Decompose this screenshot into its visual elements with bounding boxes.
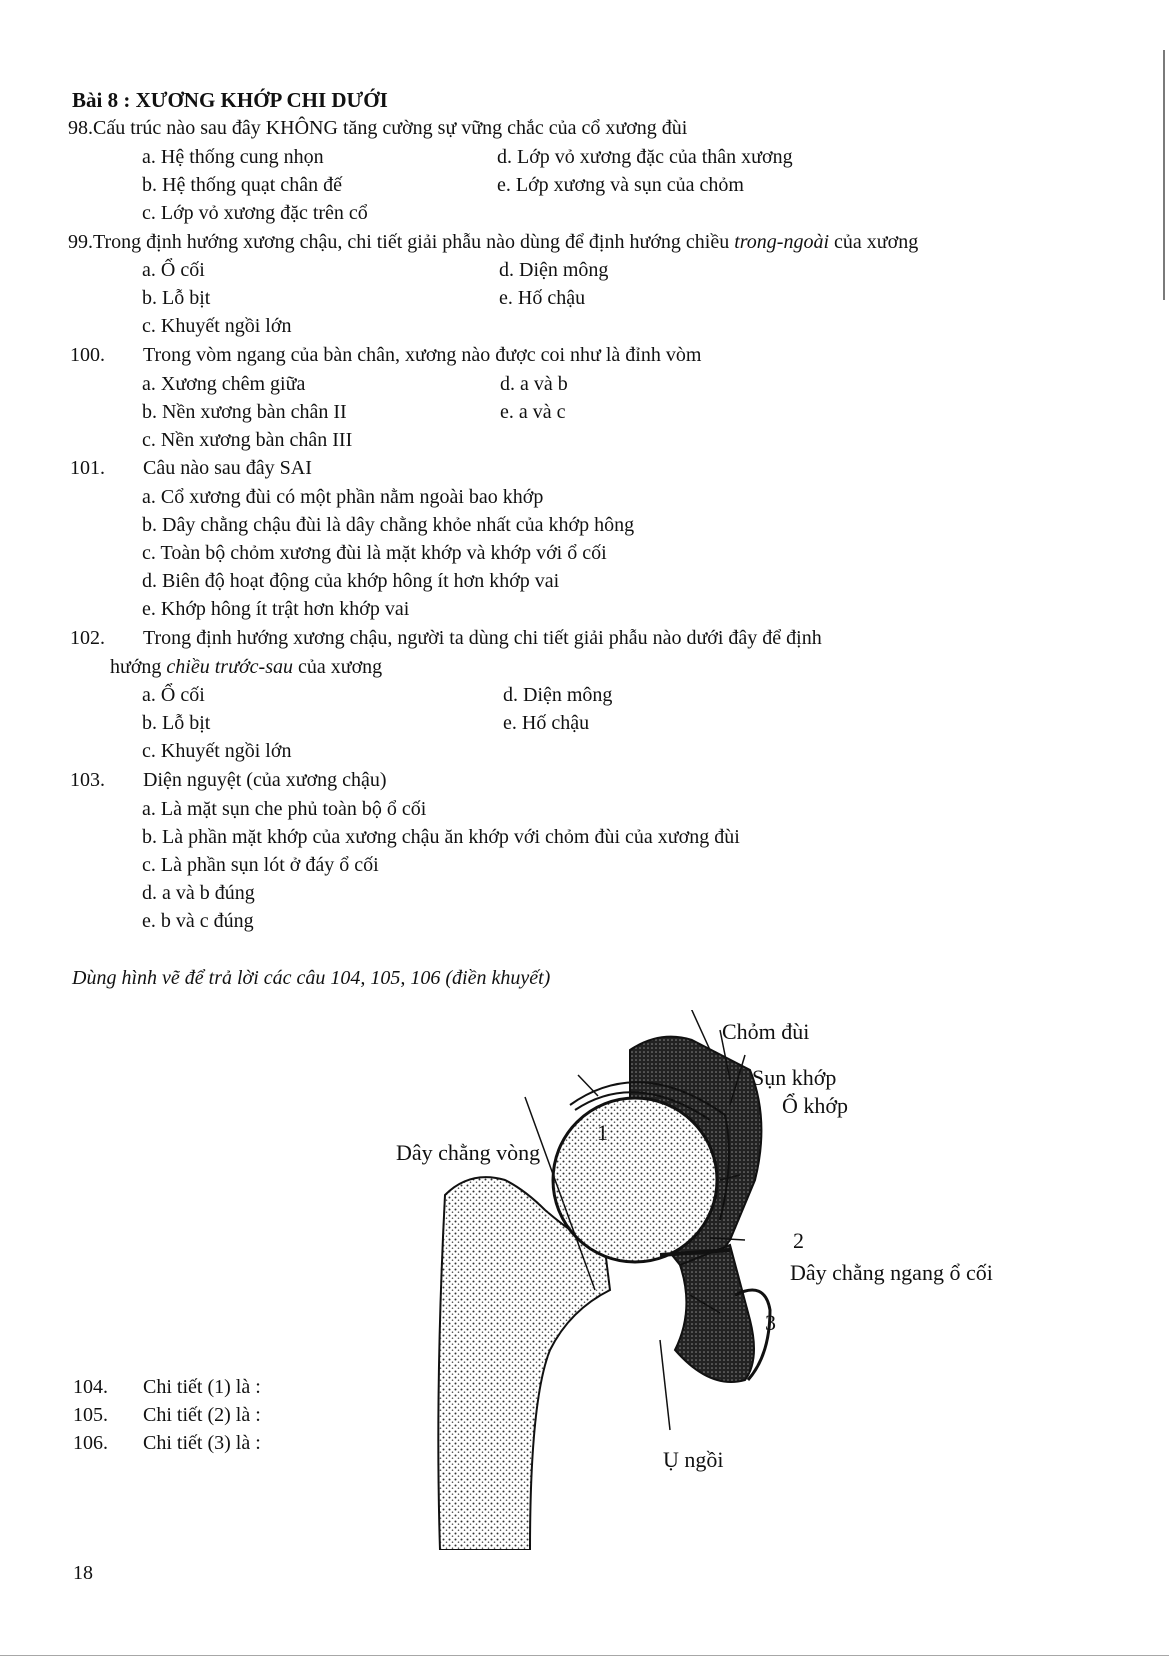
option-a: a. Là mặt sụn che phủ toàn bộ ổ cối <box>142 798 427 820</box>
stem-text-end: của xương <box>292 656 383 678</box>
option-c: c. Lớp vỏ xương đặc trên cổ <box>142 202 368 224</box>
option-a: a. Hệ thống cung nhọn <box>142 146 324 168</box>
option-a: a. Cổ xương đùi có một phần nằm ngoài bao khớp <box>142 486 544 508</box>
label-day-chang-ngang: Dây chằng ngang ổ cối <box>790 1260 993 1285</box>
label-o-khop: Ổ khớp <box>782 1093 849 1118</box>
option-e: e. b và c đúng <box>142 910 254 932</box>
option-d: d. a và b <box>500 373 568 395</box>
option-e: e. Lớp xương và sụn của chỏm <box>497 174 744 196</box>
ischium <box>675 1245 754 1382</box>
option-b: b. Là phần mặt khớp của xương chậu ăn khớp với chỏm đùi của xương đùi <box>142 826 740 848</box>
leader-1 <box>578 1075 598 1096</box>
option-b: b. Nền xương bàn chân II <box>142 401 347 423</box>
label-1: 1 <box>597 1120 608 1145</box>
label-2: 2 <box>793 1228 804 1253</box>
option-e: e. Hố chậu <box>503 712 590 734</box>
fill-in-number: 105. <box>73 1404 108 1426</box>
option-c: c. Khuyết ngồi lớn <box>142 315 292 337</box>
option-d: d. Biên độ hoạt động của khớp hông ít hơn khớp vai <box>142 570 560 592</box>
question-stem: Trong định hướng xương chậu, người ta dùng chi tiết giải phẫu nào dưới đây để định <box>143 627 822 649</box>
label-chom-dui: Chỏm đùi <box>722 1019 810 1044</box>
fill-in-text: Chi tiết (2) là : <box>143 1404 261 1426</box>
option-e: e. Hố chậu <box>499 287 586 309</box>
option-c: c. Toàn bộ chỏm xương đùi là mặt khớp và khớp với ổ cối <box>142 542 607 564</box>
label-3: 3 <box>765 1310 776 1335</box>
question-stem: Trong vòm ngang của bàn chân, xương nào được coi như là đỉnh vòm <box>143 344 702 366</box>
option-b: b. Hệ thống quạt chân đế <box>142 174 342 196</box>
stem-text: 99.Trong định hướng xương chậu, chi tiết giải phẫu nào dùng để định hướng chiều <box>68 231 735 253</box>
femoral-head <box>553 1098 717 1262</box>
option-a: a. Ổ cối <box>142 684 205 706</box>
stem-emphasis: chiều trước-sau <box>166 656 293 678</box>
question-number: 103. <box>70 769 105 791</box>
option-b: b. Lỗ bịt <box>142 287 211 309</box>
label-u-ngoi: Ụ ngồi <box>663 1447 724 1472</box>
stem-text-end: của xương <box>829 231 919 253</box>
stem-text: hướng <box>110 656 167 678</box>
scan-edge-mark <box>1163 50 1165 300</box>
label-day-chang-vong: Dây chằng vòng <box>396 1140 541 1165</box>
question-number: 101. <box>70 457 105 479</box>
question-stem: Diện nguyệt (của xương chậu) <box>143 769 387 791</box>
option-a: a. Xương chêm giữa <box>142 373 306 395</box>
figure-instruction: Dùng hình vẽ để trả lời các câu 104, 105, 106 (điền khuyết) <box>72 967 551 989</box>
question-stem: Câu nào sau đây SAI <box>143 457 312 479</box>
page-number: 18 <box>73 1562 93 1584</box>
option-c: c. Khuyết ngồi lớn <box>142 740 292 762</box>
option-c: c. Là phần sụn lót ở đáy ổ cối <box>142 854 379 876</box>
stem-emphasis: trong-ngoài <box>734 231 830 253</box>
option-d: d. Lớp vỏ xương đặc của thân xương <box>497 146 793 168</box>
question-stem <box>68 230 918 254</box>
hip-joint-figure <box>430 1010 830 1550</box>
question-stem-continued <box>110 655 382 679</box>
fill-in-number: 106. <box>73 1432 108 1454</box>
question-number: 100. <box>70 344 105 366</box>
question-number: 102. <box>70 627 105 649</box>
option-e: e. Khớp hông ít trật hơn khớp vai <box>142 598 410 620</box>
fill-in-text: Chi tiết (3) là : <box>143 1432 261 1454</box>
leader-u-ngoi <box>660 1340 670 1430</box>
fill-in-number: 104. <box>73 1376 108 1398</box>
label-sun-khop: Sụn khớp <box>752 1065 837 1090</box>
question-stem: 98.Cấu trúc nào sau đây KHÔNG tăng cường sự vững chắc của cổ xương đùi <box>68 117 688 139</box>
scan-bottom-edge <box>0 1655 1169 1656</box>
option-c: c. Nền xương bàn chân III <box>142 429 353 451</box>
option-a: a. Ổ cối <box>142 259 205 281</box>
option-b: b. Lỗ bịt <box>142 712 211 734</box>
option-d: d. a và b đúng <box>142 882 255 904</box>
option-b: b. Dây chằng chậu đùi là dây chằng khỏe nhất của khớp hông <box>142 514 635 536</box>
fill-in-text: Chi tiết (1) là : <box>143 1376 261 1398</box>
option-e: e. a và c <box>500 401 566 423</box>
option-d: d. Diện mông <box>503 684 613 706</box>
option-d: d. Diện mông <box>499 259 609 281</box>
page-title: Bài 8 : XƯƠNG KHỚP CHI DƯỚI <box>72 88 388 112</box>
